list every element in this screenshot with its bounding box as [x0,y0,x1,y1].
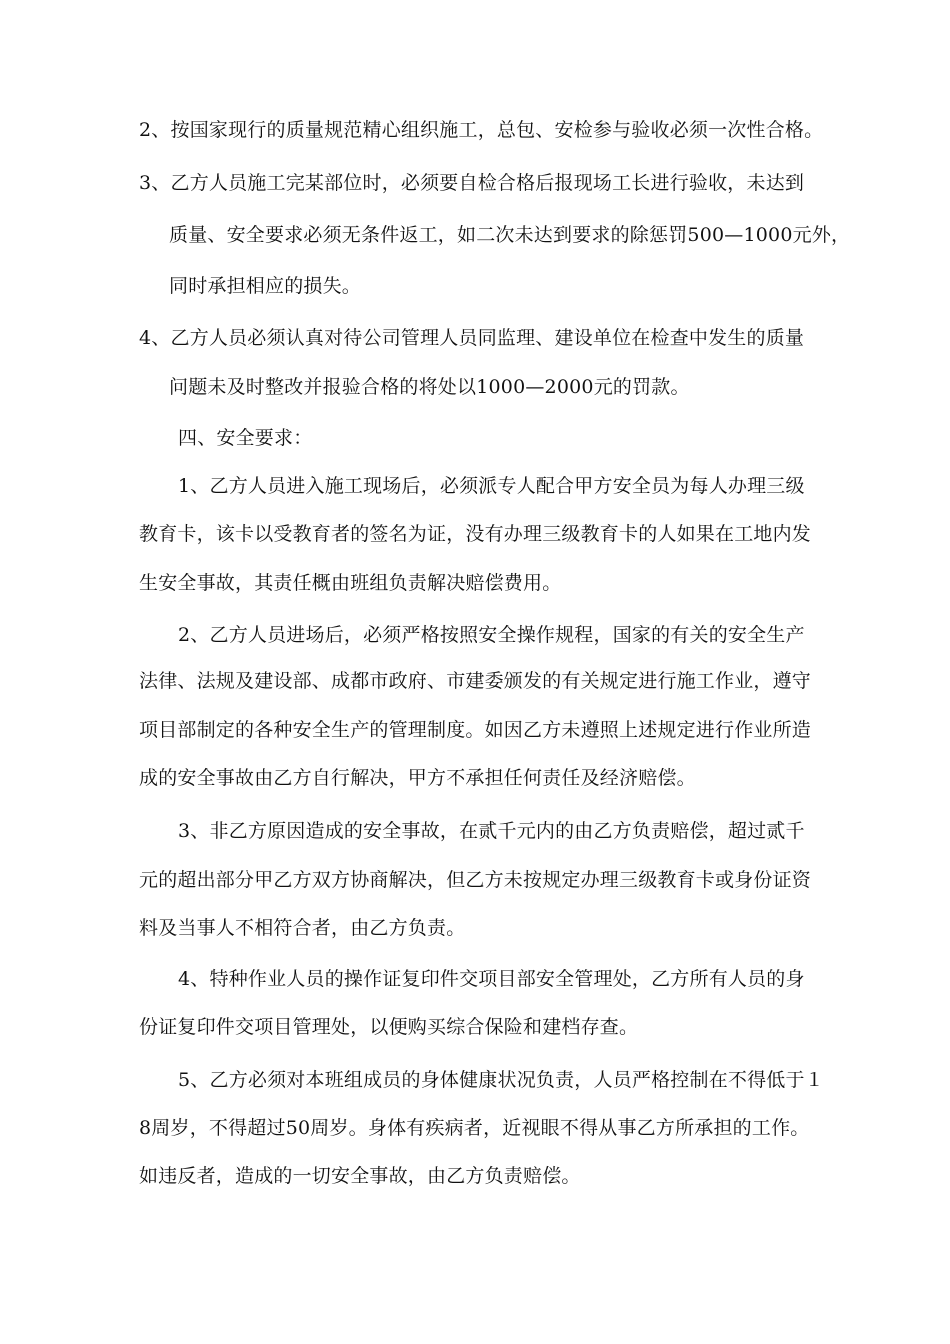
safety-1-line-1: 1、乙方人员进入施工现场后，必须派专人配合甲方安全员为每人办理三级 [178,475,805,497]
safety-3-line-3: 料及当事人不相符合者，由乙方负责。 [139,917,466,939]
safety-4-line-1: 4、特种作业人员的操作证复印件交项目部安全管理处，乙方所有人员的身 [178,968,805,990]
safety-2-line-3: 项目部制定的各种安全生产的管理制度。如因乙方未遵照上述规定进行作业所造 [139,719,812,741]
safety-5-line-3: 如违反者，造成的一切安全事故，由乙方负责赔偿。 [139,1165,581,1187]
item-3-line-3: 同时承担相应的损失。 [169,275,362,297]
item-2-line-1: 2、按国家现行的质量规范精心组织施工，总包、安检参与验收必须一次性合格。 [139,119,824,141]
item-3-line-2: 质量、安全要求必须无条件返工，如二次未达到要求的除惩罚500—1000元外， [169,224,851,246]
item-4-line-1: 4、乙方人员必须认真对待公司管理人员同监理、建设单位在检查中发生的质量 [139,327,805,349]
item-3-line-1: 3、乙方人员施工完某部位时，必须要自检合格后报现场工长进行验收，未达到 [139,172,805,194]
item-4-line-2: 问题未及时整改并报验合格的将处以1000—2000元的罚款。 [169,376,690,398]
safety-3-line-2: 元的超出部分甲乙方双方协商解决，但乙方未按规定办理三级教育卡或身份证资 [139,869,812,891]
safety-2-line-4: 成的安全事故由乙方自行解决，甲方不承担任何责任及经济赔偿。 [139,767,696,789]
safety-5-line-1: 5、乙方必须对本班组成员的身体健康状况负责，人员严格控制在不得低于１ [178,1069,824,1091]
safety-3-line-1: 3、非乙方原因造成的安全事故，在贰千元内的由乙方负责赔偿，超过贰千 [178,820,805,842]
safety-4-line-2: 份证复印件交项目管理处，以便购买综合保险和建档存查。 [139,1016,639,1038]
section-heading-safety: 四、安全要求： [178,427,313,449]
safety-2-line-1: 2、乙方人员进场后，必须严格按照安全操作规程，国家的有关的安全生产 [178,624,805,646]
safety-1-line-3: 生安全事故，其责任概由班组负责解决赔偿费用。 [139,572,562,594]
safety-5-line-2: 8周岁，不得超过50周岁。身体有疾病者，近视眼不得从事乙方所承担的工作。 [139,1117,810,1139]
safety-1-line-2: 教育卡，该卡以受教育者的签名为证，没有办理三级教育卡的人如果在工地内发 [139,523,812,545]
safety-2-line-2: 法律、法规及建设部、成都市政府、市建委颁发的有关规定进行施工作业，遵守 [139,670,812,692]
